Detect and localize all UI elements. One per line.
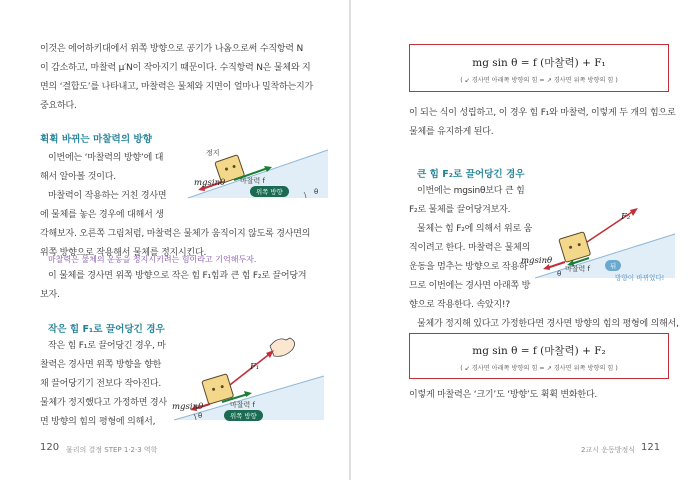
left-page — [0, 0, 349, 480]
fig1-label-static: 정지 — [206, 149, 220, 157]
section2-line-5: 면 방향의 힘의 평형에 의해서, — [40, 417, 156, 427]
right-page-number: 121 — [641, 442, 661, 453]
fig3-label-mg: mgsinθ — [521, 256, 553, 266]
fig2-label-friction: 마찰력 f — [230, 401, 255, 409]
formula-2: mg sin θ = f (마찰력) + F₂ — [472, 345, 606, 357]
fig3-theta: θ — [557, 270, 562, 278]
section-heading-small-force: 작은 힘 F₁로 끌어당긴 경우 — [48, 324, 165, 335]
left-page-number: 120 — [40, 442, 60, 453]
left-footer-title: 물리의 결정 STEP 1·2·3 역학 — [66, 446, 158, 454]
section2-line-2: 찰력은 경사면 위쪽 방향을 향한 — [40, 360, 162, 370]
right-footer-section: 2교시 운동방정식 — [581, 446, 636, 454]
fig3-label-force: F₂ — [621, 212, 631, 222]
fig2-upward-pill: 위쪽 방향 — [224, 410, 263, 421]
section3-line-4: 직이려고 한다. 마찰력은 물체의 — [409, 243, 531, 253]
fig2-label-force: F₁ — [250, 362, 260, 372]
fig3-label-friction: 마찰력 f — [565, 265, 590, 273]
section1-line-5: 각해보자. 오른쪽 그림처럼, 마찰력은 물체가 움직이지 않도록 경사면의 — [40, 229, 311, 239]
section3-line-2: F₂로 물체를 끌어당겨보자. — [409, 205, 511, 215]
closing-line: 이렇게 마찰력은 ‘크기’도 ‘방향’도 휙휙 변화한다. — [409, 390, 597, 400]
intro-line-2: 이 감소하고, 마찰력 μ′N이 작아지기 때문이다. 수직항력 N은 물체와 지 — [40, 63, 311, 73]
intro-line-3: 면의 ‘결합도’를 나타내고, 마찰력은 물체와 지면이 얼마나 밀착하는지가 — [40, 82, 313, 92]
section1-line-3: 마찰력이 작용하는 거친 경사면 — [48, 191, 167, 201]
intro-line-1: 이것은 에어하키대에서 위쪽 방향으로 공기가 나옴으로써 수직항력 N — [40, 44, 303, 54]
formula-box-2 — [409, 333, 669, 379]
section2-line-1: 작은 힘 F₁로 끌어당긴 경우, 마 — [48, 341, 166, 351]
section1-line-2: 해서 알아볼 것이다. — [40, 172, 116, 182]
fig2-label-mg: mgsinθ — [172, 402, 204, 412]
section1-line-4: 에 물체를 놓은 경우에 대해서 생 — [40, 210, 164, 220]
fig2-theta: θ — [198, 412, 203, 420]
section1-end-line-1: 이 물체를 경사면 위쪽 방향으로 작은 힘 F₁힘과 큰 힘 F₂로 끌어당겨 — [48, 271, 307, 281]
section2-line-3: 채 끌어당기기 전보다 작아진다. — [40, 379, 162, 389]
section3-line-8: 물체가 정지해 있다고 가정한다면 경사면 방향의 힘의 평형에 의해서, — [417, 319, 679, 329]
section3-line-1: 이번에는 mgsinθ보다 큰 힘 — [417, 186, 525, 196]
section2-line-4: 물체가 정지했다고 가정하면 경사 — [40, 398, 167, 408]
section-heading-large-force: 큰 힘 F₂로 끌어당긴 경우 — [417, 169, 525, 180]
figure-static-friction — [188, 140, 328, 200]
section-heading-friction-direction: 휙휙 바뀌는 마찰력의 방향 — [40, 134, 152, 145]
intro-line-4: 중요하다. — [40, 101, 77, 111]
section3-line-3: 물체는 힘 F₂에 의해서 위로 움 — [417, 224, 533, 234]
section3-line-6: 므로 이번에는 경사면 아래쪽 방 — [409, 281, 531, 291]
fig3-direction-pill: 뒤 — [605, 260, 621, 271]
fig1-theta: θ — [314, 188, 319, 196]
formula-1: mg sin θ = f (마찰력) + F₁ — [472, 57, 606, 69]
formula-1-note: ( ↙ 경사면 아래쪽 방향의 힘 = ↗ 경사면 위쪽 방향의 힘 ) — [460, 77, 618, 84]
fig1-upward-pill: 위쪽 방향 — [250, 186, 289, 197]
section3-line-5: 운동을 멈추는 방향으로 작용하 — [409, 262, 528, 272]
right-page — [351, 0, 700, 480]
figure-large-force — [521, 200, 675, 282]
fig1-label-friction: 마찰력 f — [240, 177, 265, 185]
fig1-label-mg: mgsinθ — [194, 178, 226, 188]
formula-2-note: ( ↙ 경사면 아래쪽 방향의 힘 = ↗ 경사면 위쪽 방향의 힘 ) — [460, 365, 618, 372]
fig3-direction-note: 방향이 바뀌었다! — [615, 274, 665, 282]
section1-end-line-2: 보자. — [40, 290, 60, 300]
after-box1-line-2: 물체를 유지하게 된다. — [409, 127, 494, 137]
section1-line-1: 이번에는 ‘마찰력의 방향’에 대 — [48, 153, 164, 163]
highlight-note: 마찰력은 물체의 운동을 정지시키려는 힘이라고 기억해두자. — [48, 255, 257, 264]
after-box1-line-1: 이 되는 식이 성립하고, 이 경우 힘 F₁와 마찰력, 이렇게 두 개의 힘으로 — [409, 108, 676, 118]
figure-small-force — [174, 336, 324, 422]
formula-box-1 — [409, 44, 669, 92]
section3-line-7: 향으로 작용한다. 속았지!? — [409, 300, 510, 310]
section1-line-6: 위쪽 방향으로 작용해서 물체를 정지시킨다. — [40, 248, 207, 258]
